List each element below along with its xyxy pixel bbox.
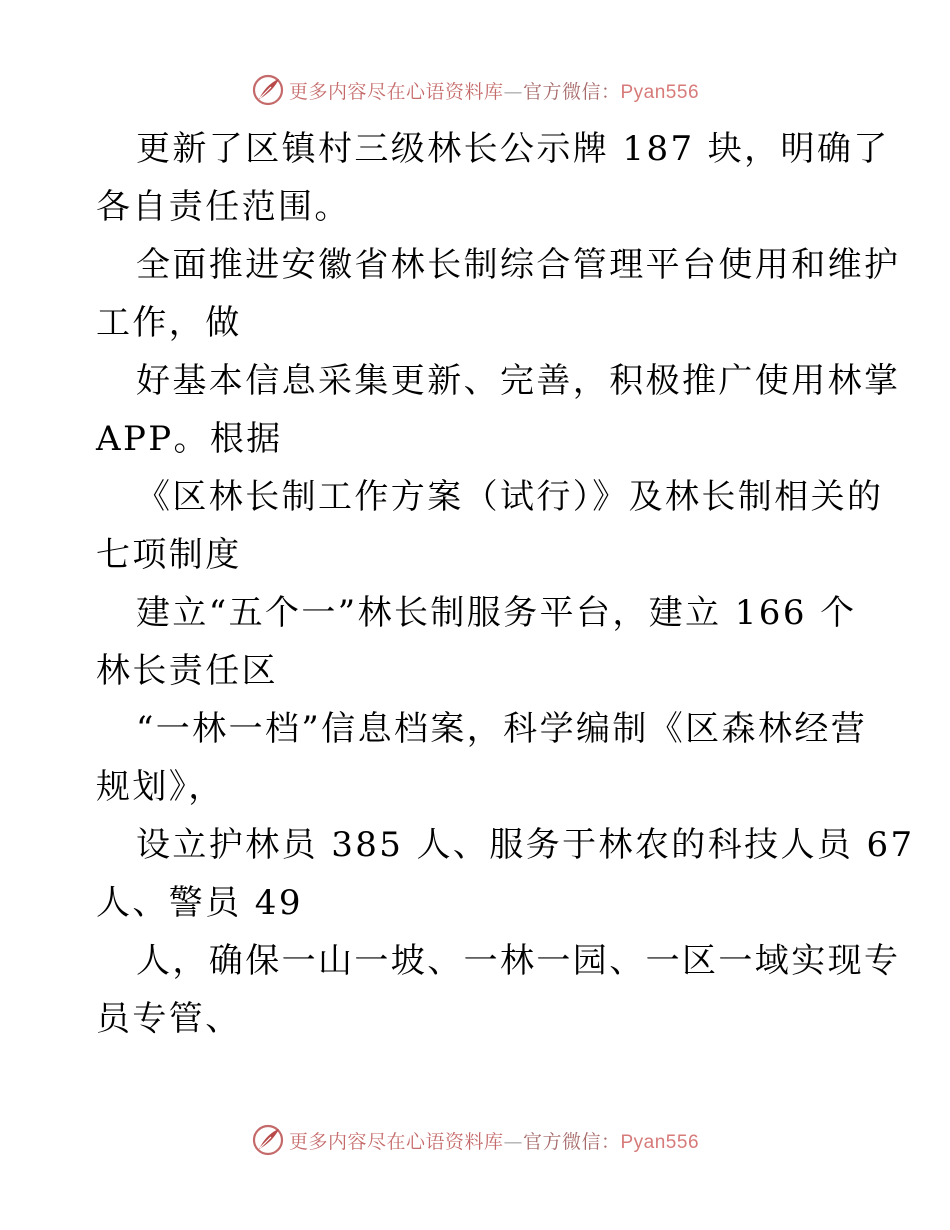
body-line: 好基本信息采集更新、完善，积极推广使用林掌 [136, 361, 901, 401]
watermark-dash: — [503, 1130, 523, 1153]
watermark-brand: 更多内容尽在心语资料库 [288, 1130, 504, 1153]
body-line: 员专管、 [96, 999, 242, 1039]
header-watermark [0, 70, 950, 110]
footer-watermark [0, 1120, 950, 1160]
body-line: “一林一档”信息档案，科学编制《区森林经营 [136, 709, 868, 749]
document-body [96, 120, 915, 1048]
watermark-brand: 更多内容尽在心语资料库 [288, 80, 504, 103]
body-line: 建立“五个一”林长制服务平台，建立 166 个 [136, 593, 857, 633]
body-line: 工作，做 [96, 303, 242, 343]
body-line: 全面推进安徽省林长制综合管理平台使用和维护 [136, 245, 901, 285]
watermark-dash: — [503, 80, 523, 103]
watermark-wechat-id: Pyan556 [620, 1131, 700, 1153]
body-line: APP。根据 [96, 419, 283, 459]
body-line: 七项制度 [96, 535, 242, 575]
watermark-wechat-id: Pyan556 [620, 81, 700, 103]
body-line: 《区林长制工作方案（试行）》及林长制相关的 [136, 477, 884, 517]
watermark-wechat-label: 官方微信： [522, 1130, 621, 1153]
quill-logo-icon [251, 1123, 285, 1157]
body-line: 林长责任区 [96, 651, 278, 691]
body-line: 人，确保一山一坡、一林一园、一区一域实现专 [136, 941, 901, 981]
watermark-wechat-label: 官方微信： [522, 80, 621, 103]
body-line: 各自责任范围。 [96, 187, 351, 227]
body-line: 人、警员 49 [96, 883, 303, 923]
body-line: 设立护林员 385 人、服务于林农的科技人员 67 [136, 825, 915, 865]
body-line: 更新了区镇村三级林长公示牌 187 块，明确了 [136, 129, 890, 169]
body-line: 规划》， [96, 767, 225, 807]
quill-logo-icon [251, 73, 285, 107]
